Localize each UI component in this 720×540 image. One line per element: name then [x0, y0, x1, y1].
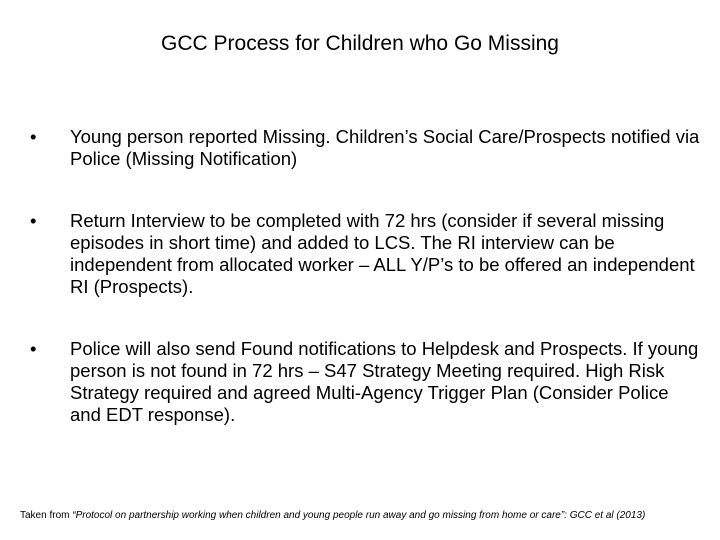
source-footnote [20, 509, 710, 523]
slide-title: GCC Process for Children who Go Missing [161, 32, 559, 55]
bullet-icon: • [30, 126, 37, 147]
bullet-list [30, 126, 700, 466]
bullet-item [30, 210, 700, 298]
bullet-icon: • [30, 338, 37, 359]
bullet-text: Return Interview to be completed with 72 hrs (consider if several missing episodes in short time) and added to LCS. The RI interview can be independent from allocated worker – ALL Y/P’s to be offered an independent RI (Prospects). [70, 210, 695, 297]
bullet-item [30, 126, 700, 170]
footnote-prefix: Taken from [20, 510, 73, 521]
bullet-text: Police will also send Found notifications to Helpdesk and Prospects. If young person is not found in 72 hrs – S47 Strategy Meeting required. High Risk Strategy required and agreed Multi-Agency Trigger Plan (Consider Police and EDT response). [70, 338, 699, 425]
footnote-citation: “Protocol on partnership working when children and young people run away and go missing from home or care”: GCC et al (2013) [72, 510, 646, 521]
bullet-icon: • [30, 210, 37, 231]
bullet-text: Young person reported Missing. Children’s Social Care/Prospects notified via Police (Missing Notification) [70, 126, 700, 169]
bullet-item [30, 338, 700, 426]
